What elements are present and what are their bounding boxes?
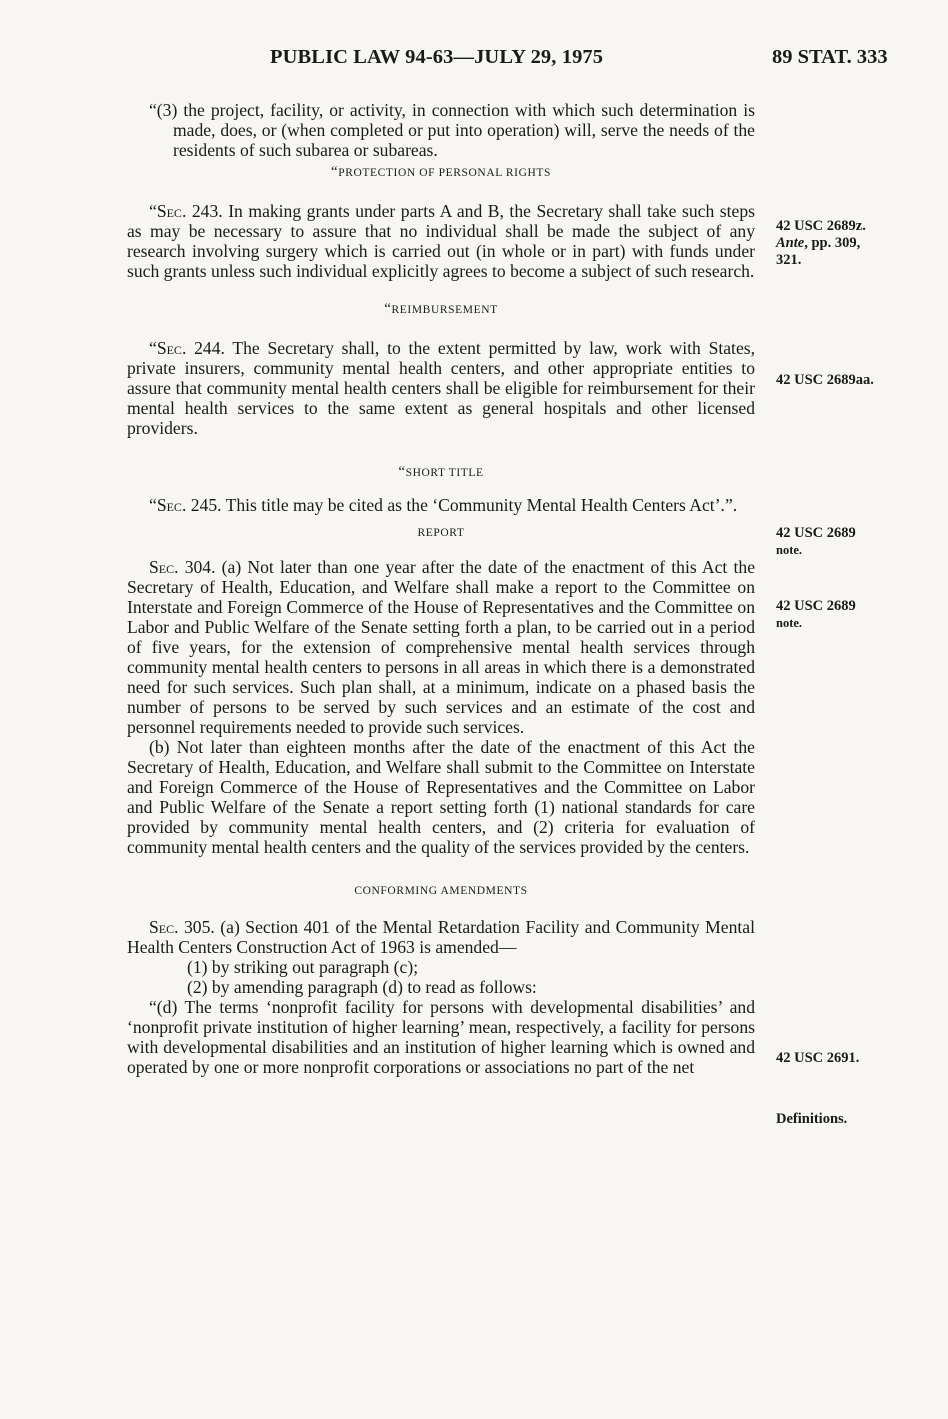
heading-short-title: “SHORT TITLE	[398, 464, 484, 480]
citation: 42 USC 2689	[776, 598, 856, 614]
heading-reimbursement: “REIMBURSEMENT	[384, 301, 498, 317]
sec-label: Sec	[156, 338, 182, 358]
ante-reference	[776, 235, 936, 252]
heading-report: REPORT	[417, 527, 465, 539]
sec-label: Sec	[149, 917, 175, 937]
heading-conforming-amendments: CONFORMING AMENDMENTS	[354, 885, 528, 897]
note-label: note.	[776, 543, 803, 557]
paragraph-sec-305a	[127, 917, 755, 957]
ante-italic: Ante	[776, 235, 805, 251]
page-header	[0, 46, 948, 76]
margin-note-2689z	[776, 218, 936, 269]
list-item-1: (1) by striking out paragraph (c);	[187, 957, 419, 977]
margin-note-2689-note-1	[776, 525, 936, 559]
paragraph-sec-304a	[127, 557, 755, 737]
paragraph-sec-243: “Sec. 243. In making grants under parts A and B, the Secretary shall take such steps as may be necessary to assure that no individual shall be made the subject of any research involving surgery which is carried out (in whole or in part) with funds under such grants unless such individual explicitly agrees to become a subject of such research.	[127, 201, 755, 281]
sec-label: Sec	[156, 201, 182, 221]
statute-page-number: 89 STAT. 333	[772, 46, 888, 68]
sec-label: Sec	[156, 495, 182, 515]
main-text-column	[127, 100, 755, 1077]
paragraph-definition-d: “(d) The terms ‘nonprofit facility for persons with developmental disabilities’ and ‘nonprofit private institution of higher learning’ mean, respectively, a facility for persons with developmental disabilities and an institution of higher learning which is owned and operated by one or more nonprofit corporations or associations no part of the net	[127, 997, 755, 1077]
margin-note-2689-note-2	[776, 598, 936, 632]
margin-note-definitions: Definitions.	[776, 1111, 848, 1127]
ante-pages: , pp. 309,	[804, 235, 861, 251]
sec-245-text: . 245. This title may be cited as the ‘Community Mental Health Centers Act’.”.	[181, 495, 738, 515]
sec-304a-text: . 304. (a) Not later than one year after the date of the enactment of this Act the Secretary of Health, Education, and Welfare shall make a report to the Committee on Interstate and Foreign Commerce of the House of Representatives and the Committee on Labor and Public Welfare of the Senate setting forth a plan, to be carried out in a period of five years, for the extension of comprehensive mental health services through community mental health centers to persons in all areas in which there is a demonstrated need for such services. Such plan shall, at a minimum, indicate on a phased basis the number of persons to be served by such services and an estimate of the cost and personnel requirements needed to provide such services.	[127, 557, 755, 737]
heading-protection-personal-rights: “PROTECTION OF PERSONAL RIGHTS	[330, 164, 552, 180]
margin-note-2689aa: 42 USC 2689aa.	[776, 372, 874, 388]
list-item-2: (2) by amending paragraph (d) to read as follows:	[187, 977, 537, 997]
running-title: PUBLIC LAW 94-63—JULY 29, 1975	[270, 46, 604, 68]
ante-pages-continued: 321.	[776, 252, 802, 268]
margin-note-2691: 42 USC 2691.	[776, 1050, 860, 1066]
paragraph-sec-244: “Sec. 244. The Secretary shall, to the extent permitted by law, work with States, private insurers, community mental health centers, and other appropriate entities to assure that community mental health centers shall be eligible for reimbursement for their mental health services to the same extent as general hospitals and other licensed providers.	[127, 338, 755, 438]
citation: 42 USC 2689z.	[776, 218, 866, 234]
note-label: note.	[776, 616, 803, 630]
paragraph-subarea-clause: “(3) the project, facility, or activity, in connection with which such determination is made, does, or (when completed or put into operation) will, serve the needs of the residents of such subarea or subareas.	[149, 100, 755, 160]
sec-243-text: . 243. In making grants under parts A and B, the Secretary shall take such steps as may be necessary to assure that no individual shall be made the subject of any research involving surgery which is carried out (in whole or in part) with funds under such grants unless such individual explicitly agrees to become a subject of such research.	[127, 201, 755, 281]
sec-label: Sec	[149, 557, 175, 577]
heading-text: REIMBURSEMENT	[391, 304, 498, 316]
paragraph-sec-304b: (b) Not later than eighteen months after the date of the enactment of this Act the Secretary of Health, Education, and Welfare shall submit to the Committee on Interstate and Foreign Commerce of the House of Representatives and the Committee on Labor and Public Welfare of the Senate a report setting forth (1) national standards for care provided by community mental health centers, and (2) criteria for evaluation of community mental health centers and the quality of the services provided by the centers.	[127, 737, 755, 857]
paragraph-sec-245: “Sec. 245. This title may be cited as the ‘Community Mental Health Centers Act’.”.	[149, 495, 738, 515]
heading-text: SHORT TITLE	[405, 467, 484, 479]
sec-244-text: . 244. The Secretary shall, to the extent permitted by law, work with States, private insurers, community mental health centers, and other appropriate entities to assure that community mental health centers shall be eligible for reimbursement for their mental health services to the same extent as general hospitals and other licensed providers.	[127, 338, 755, 438]
heading-text: PROTECTION OF PERSONAL RIGHTS	[338, 167, 552, 179]
citation: 42 USC 2689	[776, 525, 856, 541]
sec-305a-text: . 305. (a) Section 401 of the Mental Retardation Facility and Community Mental Health Centers Construction Act of 1963 is amended—	[127, 917, 755, 957]
